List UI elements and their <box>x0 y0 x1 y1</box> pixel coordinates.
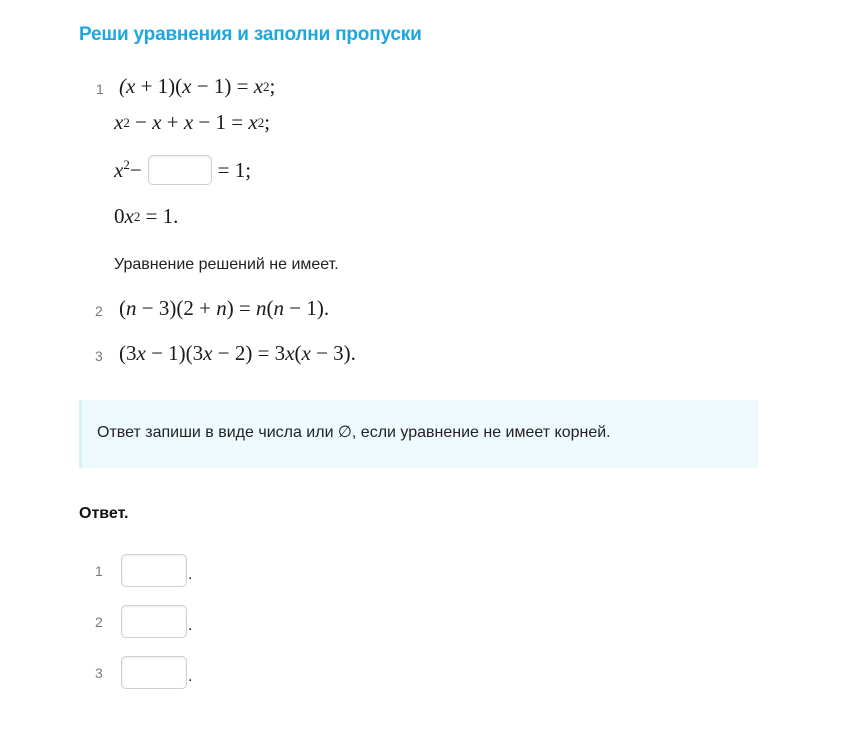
answer-input[interactable] <box>121 656 187 689</box>
equation: ( n − 3)(2 + n ) = n ( n − 1). <box>119 296 330 320</box>
equation-fill-line <box>114 155 251 185</box>
page-title: Реши уравнения и заполни пропуски <box>79 24 422 45</box>
answer-row <box>95 605 192 638</box>
answer-row <box>95 656 192 689</box>
answer-suffix: . <box>188 667 193 685</box>
problem-number: 1 <box>96 81 104 97</box>
problem-number: 2 <box>95 303 103 319</box>
answer-input[interactable] <box>121 605 187 638</box>
equation-step: 0 x 2 = 1. <box>114 204 179 228</box>
problem-number: 3 <box>95 348 103 364</box>
equation: (3 x − 1)(3 x − 2) = 3 x ( x − 3). <box>119 341 356 365</box>
answer-number: 3 <box>95 664 103 681</box>
equation-step: (x + 1)( x − 1) = x 2 ; <box>119 74 276 98</box>
answer-suffix: . <box>188 565 193 583</box>
answer-input[interactable] <box>121 554 187 587</box>
hint-box <box>79 400 758 468</box>
fill-after: = 1; <box>217 157 252 182</box>
conclusion-text: Уравнение решений не имеет. <box>114 256 339 273</box>
answer-suffix: . <box>188 616 193 634</box>
answer-label: Ответ. <box>79 505 129 522</box>
blank-input[interactable] <box>148 155 212 185</box>
answer-number: 2 <box>95 613 103 630</box>
fill-before: $x^2-$ <box>114 156 142 182</box>
hint-text: Ответ запиши в виде числа или ∅, если уравнение не имеет корней. <box>97 424 611 441</box>
equation-step: x 2 − x + x − 1 = x 2 ; <box>114 110 271 134</box>
answer-number: 1 <box>95 562 103 579</box>
answer-row <box>95 554 192 587</box>
